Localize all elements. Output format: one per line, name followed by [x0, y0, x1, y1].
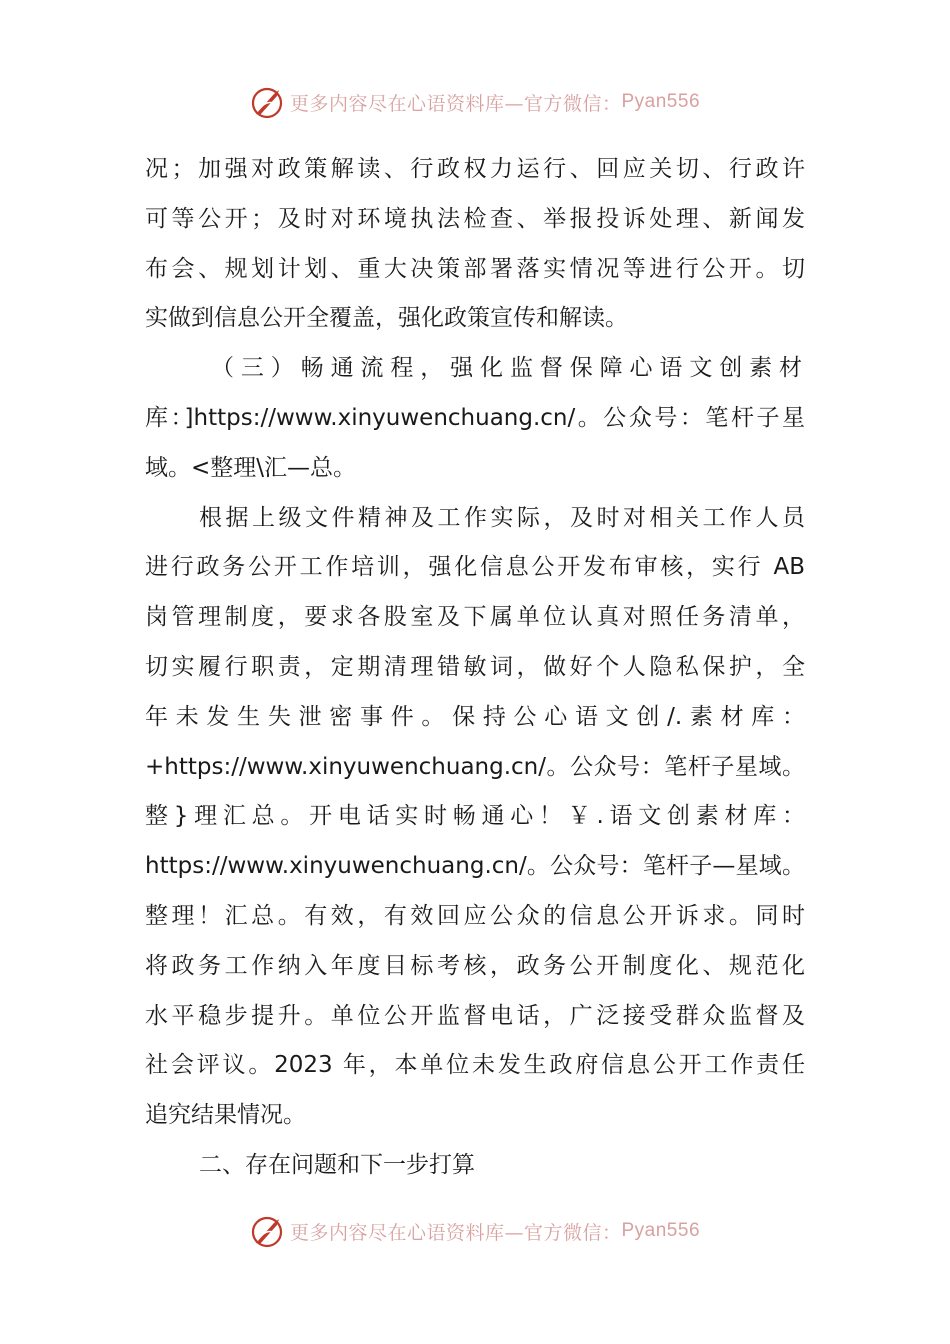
section-heading-line: 二、存在问题和下一步打算	[199, 1151, 475, 1178]
banner-text: 更多内容尽在心语资料库—官方微信：	[289, 1221, 622, 1244]
text-line: 实做到信息公开全覆盖，强化政策宣传和解读。	[145, 305, 628, 332]
text-line: 年未发生失泄密事件。保持公心语文创/.素材库：	[145, 703, 805, 730]
footer-watermark-banner	[0, 1211, 950, 1251]
text-line: 水平稳步提升。单位公开监督电话，广泛接受群众监督及	[145, 1002, 805, 1029]
banner-text: 更多内容尽在心语资料库—官方微信：	[289, 92, 622, 115]
text-line: 切实履行职责，定期清理错敏词，做好个人隐私保护，全	[145, 653, 805, 680]
text-line: 域。<整理\汇—总。	[145, 454, 357, 481]
text-line: 整理！汇总。有效，有效回应公众的信息公开诉求。同时	[145, 902, 805, 929]
text-line: https://www.xinyuwenchuang.cn/。公众号：笔杆子—星域。	[145, 853, 805, 880]
text-line: 可等公开；及时对环境执法检查、举报投诉处理、新闻发	[145, 205, 805, 232]
banner-wechat-handle: Pyan556	[621, 91, 701, 112]
text-line: 整}理汇总。开电话实时畅通心！￥.语文创素材库：	[145, 803, 805, 830]
header-watermark-banner	[0, 82, 950, 122]
section-heading-line: （三）畅通流程，强化监督保障心语文创素材	[211, 355, 805, 382]
text-line: 岗管理制度，要求各股室及下属单位认真对照任务清单，	[145, 604, 805, 631]
paragraph-start-line: 根据上级文件精神及工作实际，及时对相关工作人员	[199, 504, 805, 531]
text-line: 况；加强对政策解读、行政权力运行、回应关切、行政许	[145, 156, 805, 182]
text-line: +https://www.xinyuwenchuang.cn/。公众号：笔杆子星域。	[145, 753, 805, 780]
text-line: 库：]https://www.xinyuwenchuang.cn/。公众号：笔杆子星	[145, 404, 805, 431]
pen-logo-icon	[250, 84, 286, 120]
text-line: 布会、规划计划、重大决策部署落实情况等进行公开。切	[145, 255, 805, 282]
text-line: 社会评议。2023 年，本单位未发生政府信息公开工作责任	[145, 1052, 805, 1079]
document-body	[145, 145, 805, 1191]
text-line: 追究结果情况。	[145, 1102, 306, 1129]
banner-wechat-handle: Pyan556	[621, 1220, 701, 1241]
pen-logo-icon	[250, 1213, 286, 1249]
text-line: 将政务工作纳入年度目标考核，政务公开制度化、规范化	[145, 952, 805, 979]
text-line: 进行政务公开工作培训，强化信息公开发布审核，实行 AB	[145, 554, 805, 581]
